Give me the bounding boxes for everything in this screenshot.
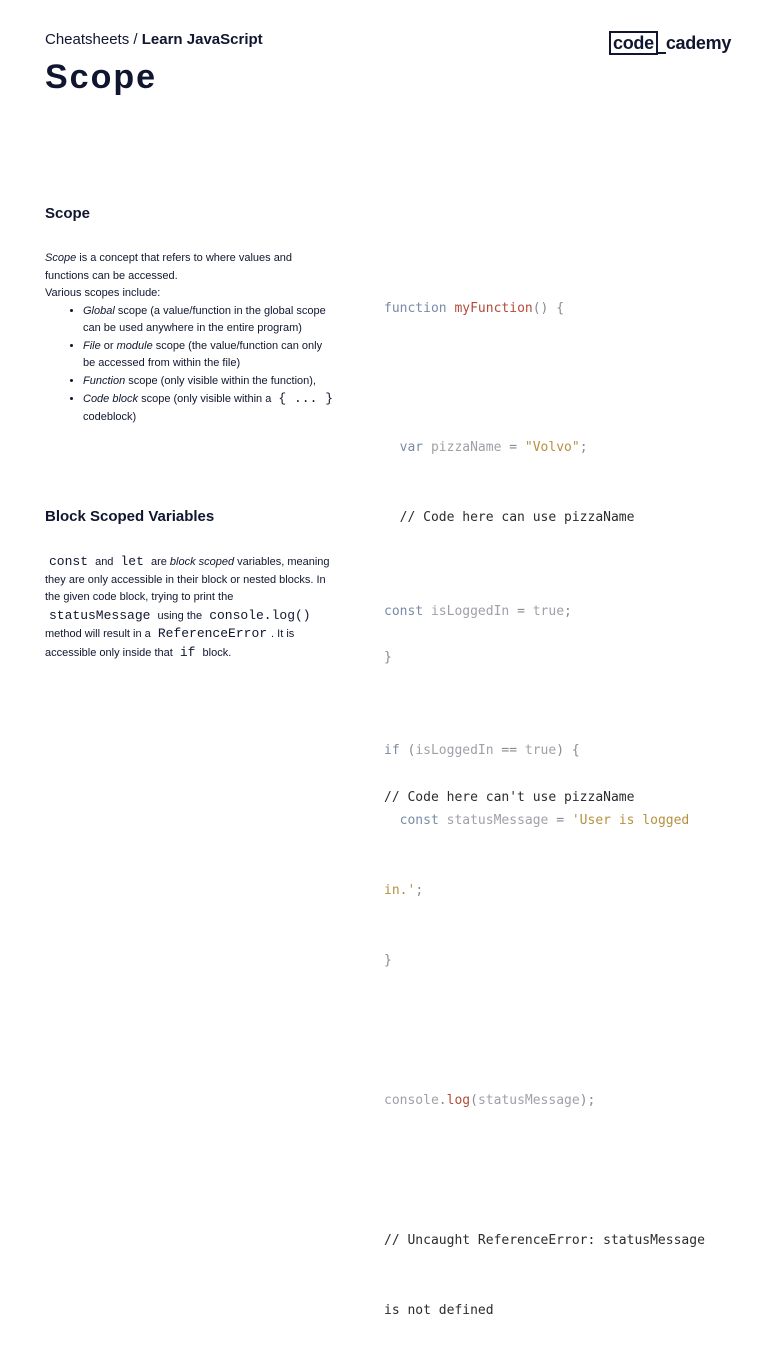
bullet-text: scope (the value/function can only be accessed from within the file) <box>83 339 323 369</box>
code-line <box>384 809 724 832</box>
code-function-name: myFunction <box>454 300 533 316</box>
code-punctuation: ) { <box>556 743 580 759</box>
code-punctuation: } <box>384 953 392 969</box>
code-variable: pizzaName <box>430 440 502 456</box>
breadcrumb <box>45 31 263 48</box>
scope-description <box>45 250 337 426</box>
code-line <box>384 1299 724 1322</box>
breadcrumb-separator: / <box>129 31 142 48</box>
scope-list <box>45 303 337 427</box>
text: variables, meaning they are only accessible in their block or nested blocks. In the given code block, trying to print the <box>45 556 330 603</box>
text: using the <box>154 609 206 622</box>
list-item <box>83 303 337 338</box>
section-heading-scope: Scope <box>45 205 91 222</box>
breadcrumb-learn-javascript-link[interactable]: Learn JavaScript <box>141 31 263 48</box>
inline-code: const <box>49 554 89 569</box>
code-punctuation: ; <box>415 883 424 899</box>
breadcrumb-cheatsheets-link[interactable]: Cheatsheets <box>45 31 130 48</box>
code-comment: is not defined <box>384 1302 494 1318</box>
scope-intro-em: Scope <box>45 252 77 264</box>
codecademy-logo[interactable] <box>609 31 731 55</box>
code-line <box>384 600 724 623</box>
inline-code: let <box>120 554 144 569</box>
bullet-em: Function <box>83 374 126 387</box>
code-operator: == <box>493 743 525 759</box>
text-em: block scoped <box>169 556 235 568</box>
bullet-em: Global <box>83 304 115 317</box>
block-scoped-description <box>45 553 337 662</box>
code-line <box>384 1089 724 1112</box>
text: and <box>92 556 117 568</box>
bullet-text: scope (only visible within the function), <box>125 374 316 387</box>
code-string: in.' <box>384 883 416 899</box>
bullet-em: Code block <box>83 393 139 405</box>
code-keyword: if <box>384 743 400 759</box>
scope-intro <box>45 250 337 285</box>
code-line <box>384 949 724 972</box>
code-line <box>384 739 724 762</box>
scope-intro-line2: Various scopes include: <box>45 287 161 299</box>
code-punctuation: () { <box>532 300 565 316</box>
inline-code: statusMessage <box>49 607 151 623</box>
code-string: "Volvo" <box>524 440 580 456</box>
code-punctuation: . <box>438 1092 447 1108</box>
code-line <box>384 297 724 320</box>
code-line-blank <box>384 366 724 389</box>
logo-code-box: code <box>609 31 658 55</box>
bullet-text: scope (only visible within a <box>138 393 275 405</box>
logo-underscore <box>658 52 666 54</box>
code-variable: isLoggedIn <box>430 603 510 619</box>
code-operator: = <box>509 603 533 619</box>
list-item <box>83 390 337 426</box>
inline-code: if <box>179 644 196 660</box>
code-punctuation: ; <box>579 440 588 456</box>
bullet-em: File <box>83 339 101 352</box>
scope-intro-text: is a concept that refers to where values and functions can be accessed. <box>45 252 293 282</box>
code-line <box>384 879 724 902</box>
code-line-blank <box>384 1019 724 1042</box>
code-punctuation: } <box>384 650 392 666</box>
code-operator: = <box>548 813 572 829</box>
code-variable: statusMessage <box>446 813 549 829</box>
bullet-text: or <box>100 339 117 352</box>
code-keyword: const <box>384 603 424 619</box>
page-title: Scope <box>45 58 158 96</box>
text: block. <box>199 646 232 659</box>
section-heading-block-scoped-variables: Block Scoped Variables <box>45 508 215 525</box>
bullet-em: module <box>116 339 153 352</box>
text: method will result in a <box>45 628 154 640</box>
text: are <box>147 556 170 568</box>
code-function-name: log <box>446 1092 471 1108</box>
inline-code: { ... } <box>278 391 333 406</box>
code-punctuation: ); <box>579 1092 596 1108</box>
code-string: 'User is logged <box>571 813 690 829</box>
code-keyword: var <box>399 440 424 456</box>
code-comment: // Code here can't use pizzaName <box>384 789 635 805</box>
block-scoped-code-block <box>384 553 724 1345</box>
code-line <box>384 436 724 459</box>
code-keyword: const <box>399 813 439 829</box>
code-line-blank <box>384 669 724 692</box>
inline-code: console.log() <box>209 607 311 623</box>
text: . It is accessible only inside that <box>45 628 295 659</box>
code-punctuation: ; <box>564 603 572 619</box>
list-item <box>83 338 337 373</box>
code-line-blank <box>384 1159 724 1182</box>
code-object: console <box>384 1092 439 1108</box>
code-value: true <box>532 603 565 619</box>
code-punctuation: ( <box>470 1092 478 1108</box>
code-punctuation: ( <box>399 743 416 759</box>
code-variable: isLoggedIn <box>415 743 494 759</box>
logo-cademy-text: cademy <box>665 32 732 53</box>
code-line <box>384 1229 724 1252</box>
list-item <box>83 373 337 391</box>
code-comment: // Uncaught ReferenceError: statusMessage <box>384 1232 705 1248</box>
bullet-text: scope (a value/function in the global scope can be used anywhere in the entire program) <box>83 304 326 334</box>
code-value: true <box>524 743 557 759</box>
code-operator: = <box>501 440 525 456</box>
code-variable: statusMessage <box>477 1092 580 1108</box>
bullet-text: codeblock) <box>83 410 137 423</box>
code-keyword: function <box>384 300 447 316</box>
inline-code: ReferenceError <box>157 626 268 641</box>
code-line <box>384 506 724 529</box>
block-scoped-paragraph <box>45 553 337 662</box>
code-comment: // Code here can use pizzaName <box>399 510 635 526</box>
